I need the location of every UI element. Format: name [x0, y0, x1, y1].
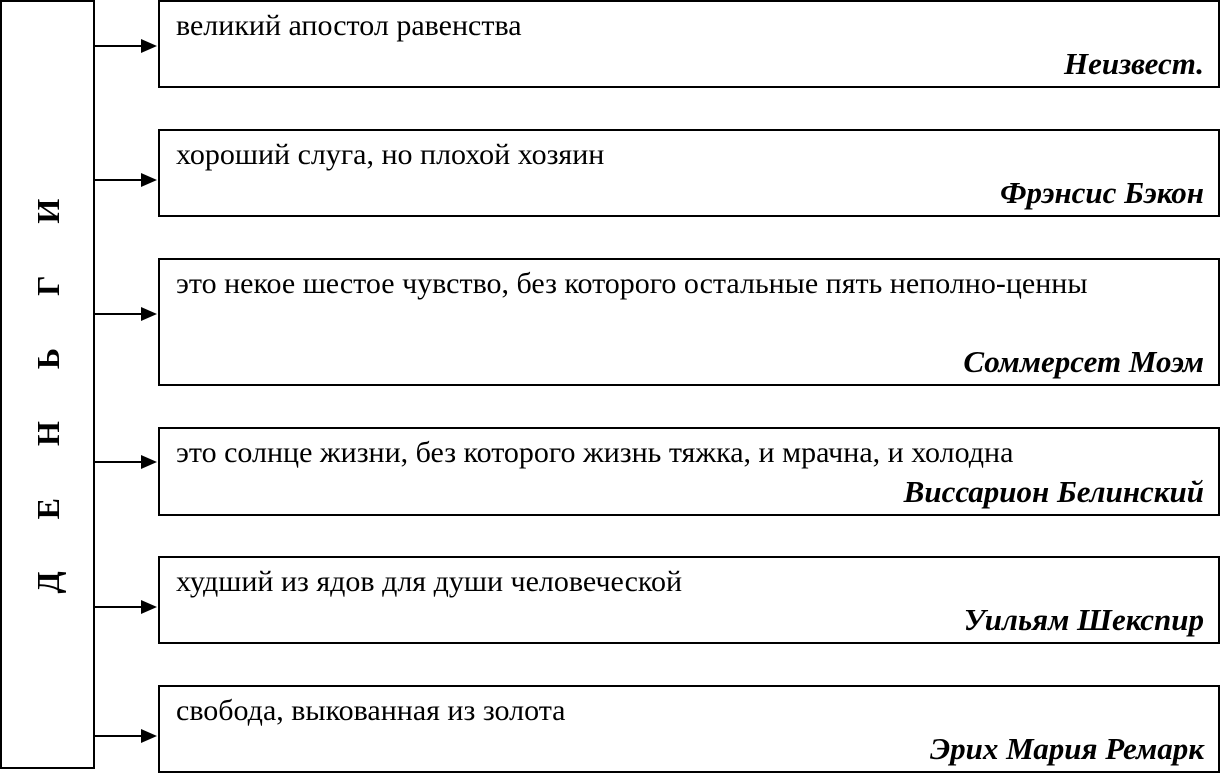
- quote-author: Уильям Шекспир: [963, 602, 1204, 637]
- money-title: Д Е Н Ь Г И: [29, 176, 66, 593]
- connector-arrow: [95, 589, 157, 625]
- definition-quote: это солнце жизни, без которого жизнь тяжка, и мрачна, и холодна: [176, 436, 1014, 469]
- definition-box-2: [158, 129, 1220, 217]
- definition-box-1: [158, 0, 1220, 88]
- definition-box-6: [158, 685, 1220, 773]
- definition-quote: свобода, выкованная из золота: [176, 694, 566, 727]
- quote-author: Неизвест.: [1063, 46, 1204, 81]
- connector-arrow: [95, 296, 157, 332]
- connector-arrow: [95, 444, 157, 480]
- quote-author: Виссарион Белинский: [903, 474, 1204, 509]
- definition-box-3: [158, 258, 1220, 386]
- definition-quote: хороший слуга, но плохой хозяин: [176, 138, 605, 171]
- definition-quote: это некое шестое чувство, без которого остальные пять неполно-ценны: [176, 267, 1088, 300]
- definition-quote: великий апостол равенства: [176, 9, 522, 42]
- connector-arrow: [95, 718, 157, 754]
- connector-arrow: [95, 28, 157, 64]
- connector-arrow: [95, 162, 157, 198]
- quote-author: Соммерсет Моэм: [963, 344, 1204, 379]
- definition-quote: худший из ядов для души человеческой: [176, 565, 683, 598]
- quote-author: Фрэнсис Бэкон: [1000, 175, 1204, 210]
- definition-box-5: [158, 556, 1220, 644]
- quote-author: Эрих Мария Ремарк: [929, 731, 1204, 766]
- money-concept-box: [0, 0, 95, 769]
- definition-box-4: [158, 427, 1220, 516]
